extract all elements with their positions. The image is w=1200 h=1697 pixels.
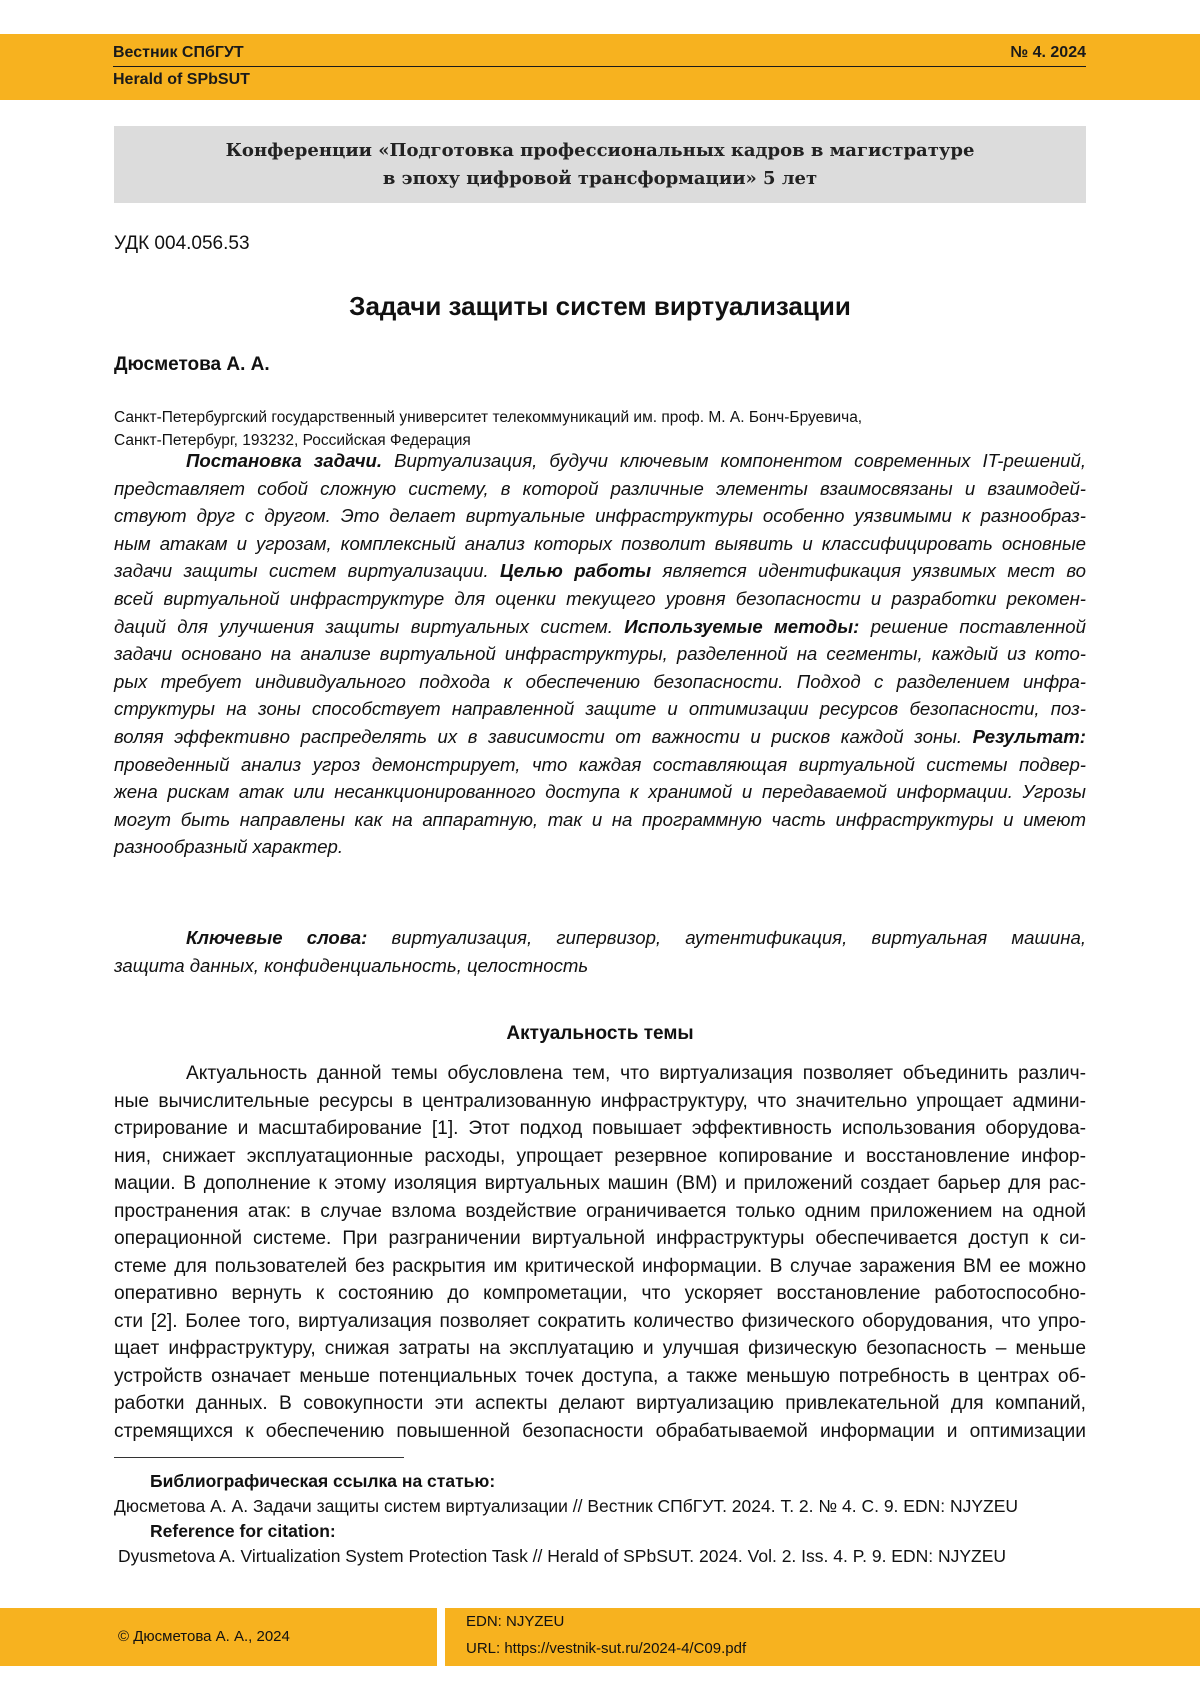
body-line: работки данных. В совокупности эти аспекты делают виртуализацию привлекательной для компаний, (114, 1393, 1086, 1414)
body-line: оперативно вернуть к состоянию до компрометации, что ускоряет восстановление работоспособно- (114, 1283, 1086, 1304)
conference-title-line2: в эпоху цифровой трансформации» 5 лет (382, 168, 818, 189)
keywords-line: защита данных, конфиденциальность, целостность (114, 954, 589, 976)
journal-name-en: Herald of SPbSUT (113, 71, 250, 88)
body-line: пространения атак: в случае взлома воздействие ограничивается только одним приложением на одной (114, 1200, 1086, 1222)
author-name: Дюсметова А. А. (114, 354, 270, 375)
abstract-line: задачи основано на анализе виртуальной инфраструктуры, разделенной на сегменты, каждый из кото- (114, 643, 1086, 665)
edn-code: EDN: NJYZEU (466, 1613, 565, 1630)
issue-number: № 4. 2024 (1010, 44, 1086, 61)
citation-en: Dyusmetova A. Virtualization System Protection Task // Herald of SPbSUT. 2024. Vol. 2. Iss. 4. P. 9. EDN: NJYZEU (118, 1546, 1007, 1566)
keywords (114, 924, 1086, 979)
section-title: Актуальность темы (506, 1023, 694, 1044)
keywords-label: Ключевые слова: (186, 927, 368, 948)
footnote-divider (114, 1457, 404, 1458)
citation-label-en: Reference for citation: (150, 1521, 336, 1541)
conference-title-line1: Конференции «Подготовка профессиональных кадров в магистратуре (225, 140, 975, 161)
abstract-label-methods: Используемые методы: (624, 615, 860, 637)
copyright: © Дюсметова А. А., 2024 (118, 1628, 290, 1645)
abstract-label-result: Результат: (972, 725, 1086, 747)
keywords-line: Ключевые слова: виртуализация, гипервизор, аутентификация, виртуальная машина, (186, 927, 1086, 948)
journal-name-ru: Вестник СПбГУТ (113, 44, 244, 61)
udk-code: УДК 004.056.53 (114, 233, 250, 254)
abstract-line: структуры на зоны способствует направленной защите и оптимизации ресурсов безопасности, поз- (114, 698, 1086, 720)
citation-label-ru: Библиографическая ссылка на статью: (150, 1471, 496, 1491)
body-line: ные вычислительные ресурсы в централизованную инфраструктуру, что значительно упрощает админи- (114, 1090, 1086, 1112)
affiliation-line1: Санкт-Петербургский государственный университет телекоммуникаций им. проф. М. А. Бонч-Бруевича, (114, 409, 863, 426)
abstract-line: разнообразный характер. (114, 836, 344, 858)
body-line: операционной системе. При разграничении виртуальной инфраструктуры обеспечивается доступ к си- (114, 1228, 1086, 1249)
body-line: стеме для пользователей без раскрытия им критической информации. В случае заражения ВМ ее можно (114, 1255, 1086, 1277)
body-line: стрирование и масштабирование [1]. Этот подход повышает эффективность использования оборудова- (114, 1118, 1086, 1139)
body-line: устройств означает меньше потенциальных точек доступа, а также меньшую потребность в центрах об- (114, 1365, 1086, 1387)
abstract-line: всей виртуальной инфраструктуре для оценки текущего уровня безопасности и разработки рекомен- (114, 587, 1086, 609)
header-divider (113, 66, 1086, 67)
abstract-line: рых требует индивидуального подхода к обеспечению безопасности. Подход с разделением инфра- (114, 670, 1086, 692)
body-line: сти [2]. Более того, виртуализация позволяет сократить количество физического оборудования, что упро- (114, 1310, 1086, 1332)
affiliation-line2: Санкт-Петербург, 193232, Российская Федерация (114, 432, 471, 449)
body-line: стремящихся к обеспечению повышенной безопасности обрабатываемой информации и оптимизации (114, 1420, 1086, 1442)
abstract-line: представляет собой сложную систему, в которой различные элементы взаимосвязаны и взаимодей- (114, 477, 1086, 499)
abstract-line: даций для улучшения защиты виртуальных систем. Используемые методы: решение поставленной (114, 615, 1086, 637)
abstract-line: могут быть направлены как на аппаратную, так и на программную часть инфраструктуры и имеют (114, 808, 1086, 830)
body-text (114, 1060, 1086, 1445)
abstract (114, 447, 1086, 861)
article-url[interactable]: URL: https://vestnik-sut.ru/2024-4/C09.pdf (466, 1640, 747, 1657)
abstract-line: ствуют друг с другом. Это делает виртуальные инфраструктуры особенно уязвимыми к разнообраз- (114, 505, 1086, 527)
conference-banner (114, 126, 1086, 203)
abstract-line: воляя эффективно распределять их в зависимости от важности и рисков каждой зоны. Результат: (114, 725, 1086, 747)
abstract-line: жена рискам атак или несанкционированного доступа к хранимой и передаваемой информации. Угрозы (114, 781, 1086, 803)
abstract-label-goal: Целью работы (500, 560, 652, 582)
body-line: ния, снижает эксплуатационные расходы, упрощает резервное копирование и восстановление инфор- (114, 1145, 1086, 1167)
abstract-line: проведенный анализ угроз демонстрирует, что каждая составляющая виртуальной системы подвер- (114, 753, 1086, 775)
body-line: щает инфраструктуру, снижая затраты на эксплуатацию и улучшая физическую безопасность – меньше (114, 1338, 1086, 1359)
abstract-label-problem: Постановка задачи. (186, 450, 383, 471)
body-line: мации. В дополнение к этому изоляция виртуальных машин (ВМ) и приложений создает барьер для рас- (114, 1173, 1086, 1194)
abstract-line: ным атакам и угрозам, комплексный анализ которых позволит выявить и классифицировать основные (114, 532, 1086, 554)
abstract-line: Постановка задачи. Виртуализация, будучи ключевым компонентом современных IT-решений, (186, 450, 1086, 471)
abstract-line: задачи защиты систем виртуализации. Целью работы является идентификация уязвимых мест во (114, 560, 1087, 582)
body-line: Актуальность данной темы обусловлена тем, что виртуализация позволяет объединить различ- (186, 1063, 1086, 1084)
article-title: Задачи защиты систем виртуализации (349, 291, 851, 321)
citation-ru: Дюсметова А. А. Задачи защиты систем виртуализации // Вестник СПбГУТ. 2024. Т. 2. № 4. С. 9. EDN: NJYZEU (114, 1496, 1019, 1516)
